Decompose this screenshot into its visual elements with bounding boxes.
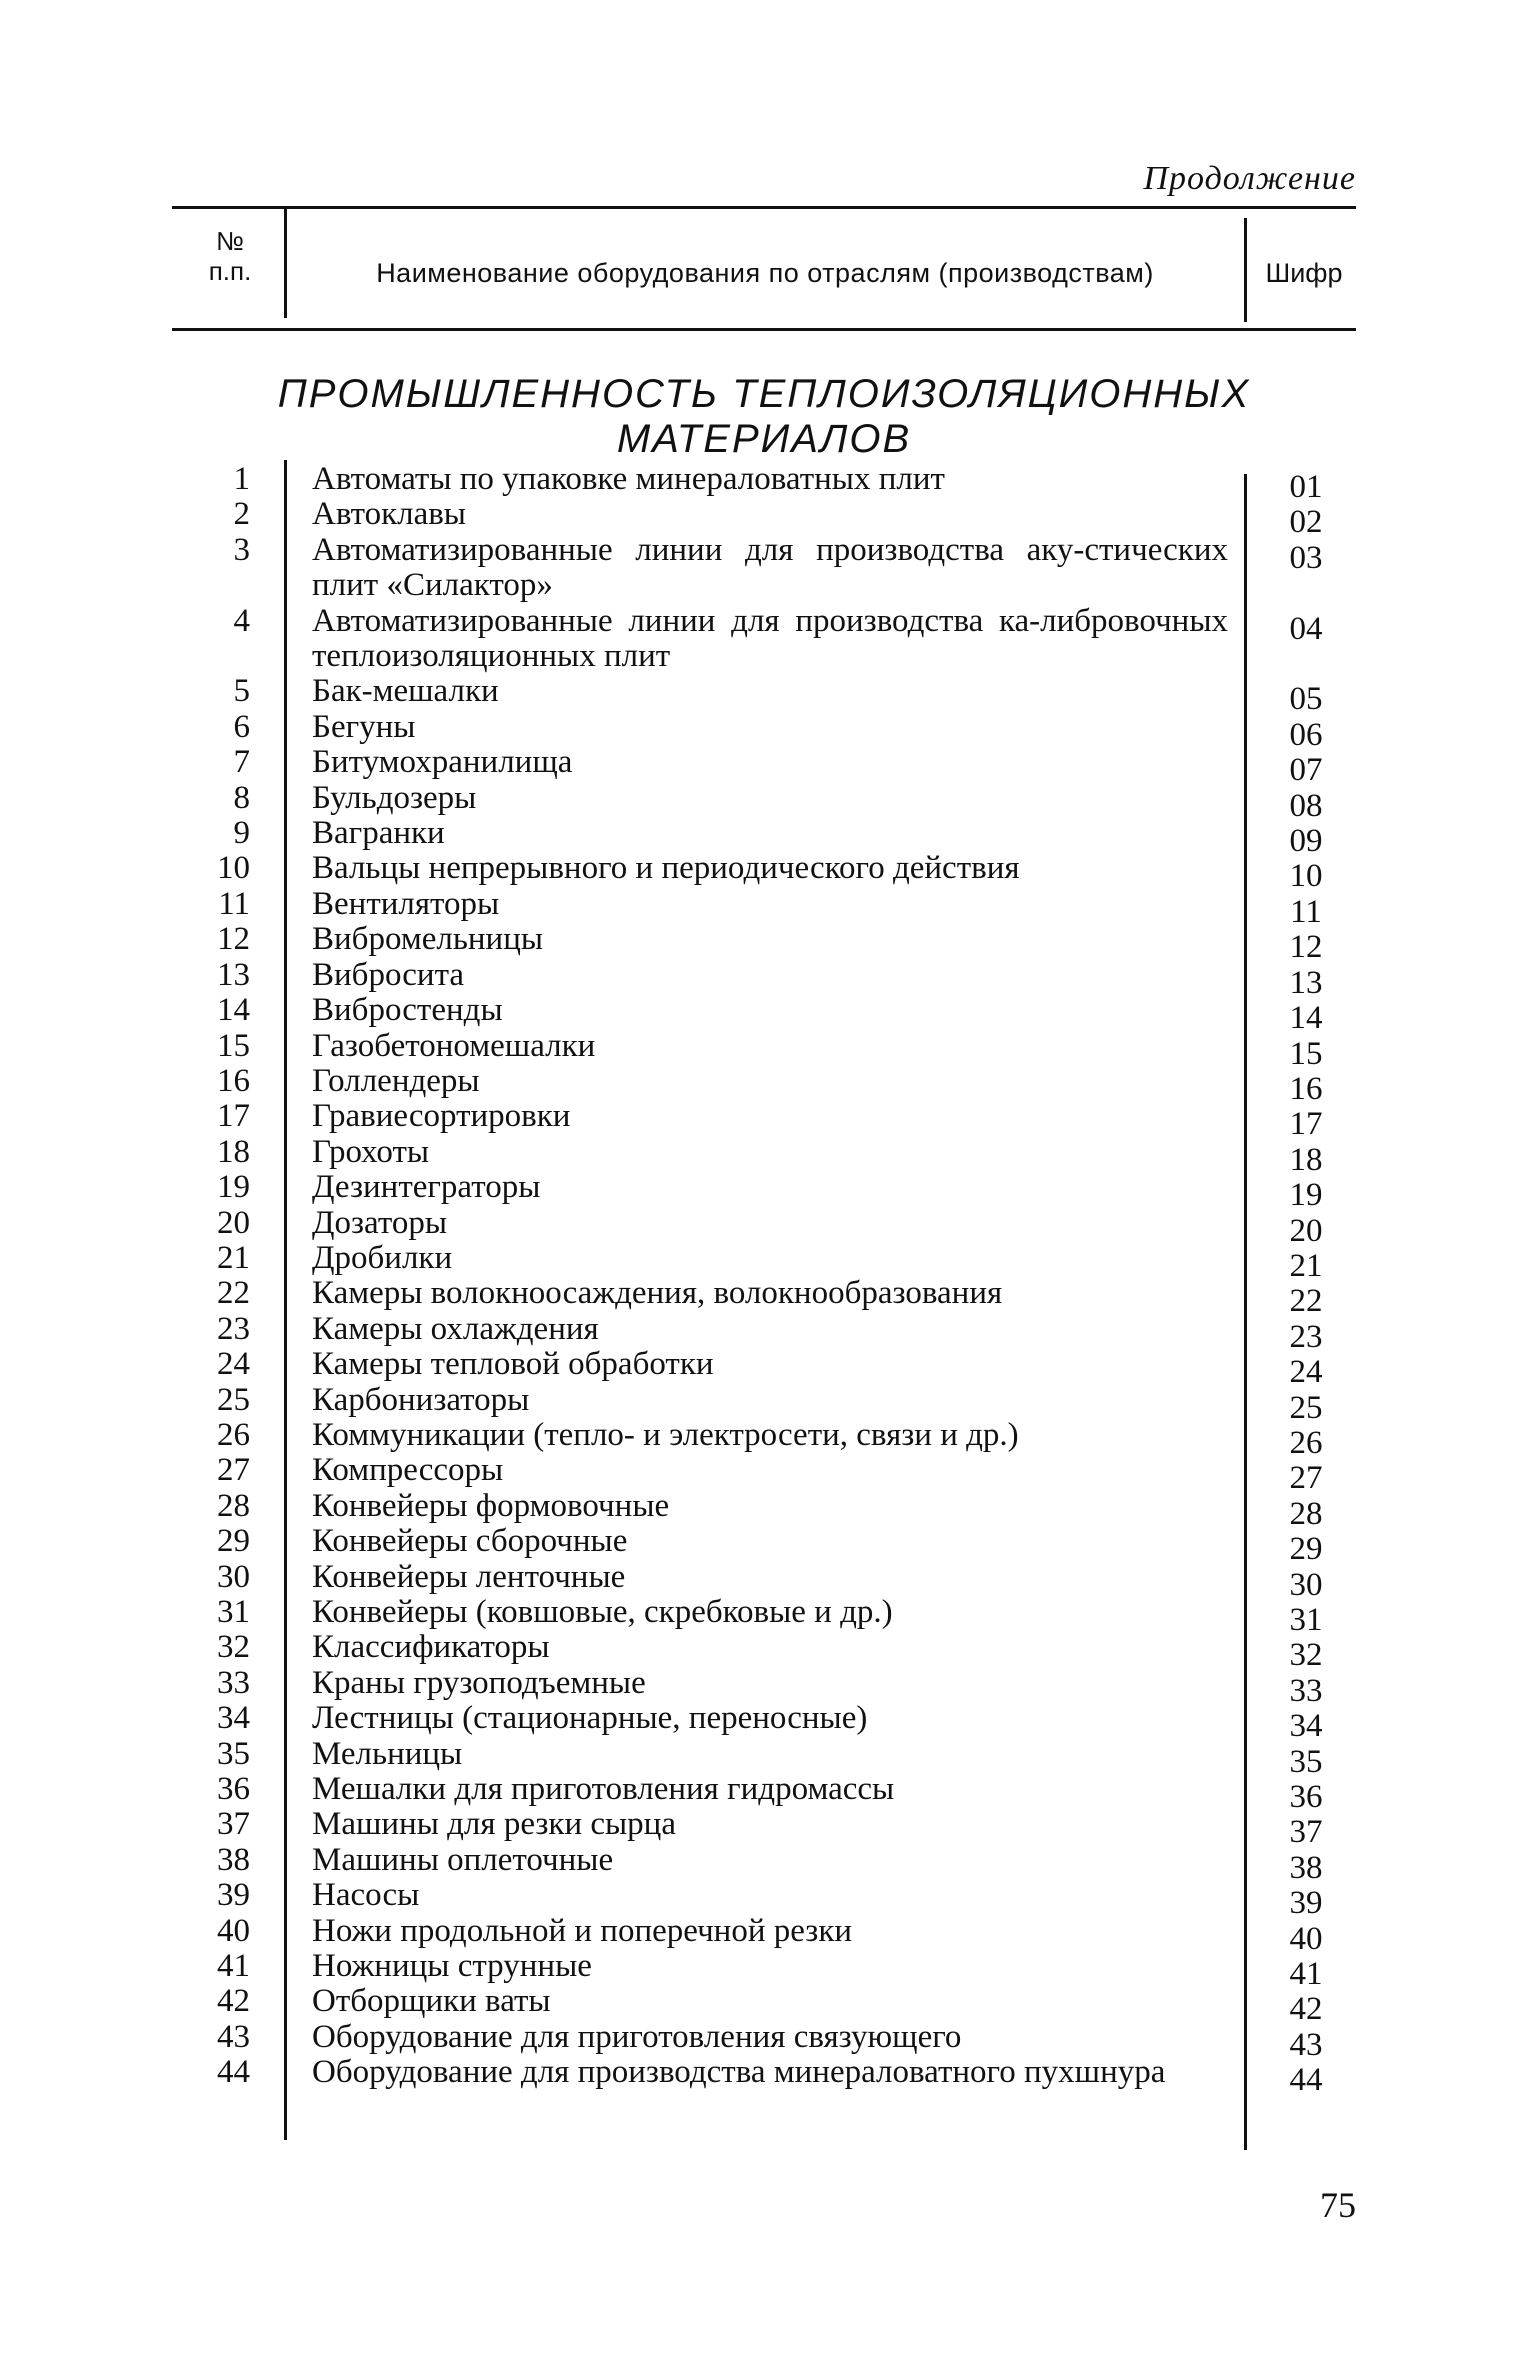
row-code: 25 xyxy=(1289,1389,1323,1426)
table-row xyxy=(172,1346,1372,1391)
row-number: 22 xyxy=(217,1275,250,1312)
row-equipment-name: Битумохранилища xyxy=(312,744,573,781)
row-number: 15 xyxy=(217,1027,250,1064)
section-title: ПРОМЫШЛЕННОСТЬ ТЕПЛОИЗОЛЯЦИОННЫХ МАТЕРИАЛОВ xyxy=(277,372,1251,461)
row-equipment-name: Машины для резки сырца xyxy=(312,1806,676,1843)
table-row xyxy=(172,850,1372,895)
row-equipment-name: Вибросита xyxy=(312,956,465,993)
header-column-divider-left xyxy=(284,206,287,318)
row-number: 37 xyxy=(217,1806,250,1843)
row-code: 29 xyxy=(1289,1531,1323,1568)
row-code: 33 xyxy=(1289,1672,1323,1709)
table-row xyxy=(172,1912,1372,1957)
row-equipment-name: Оборудование для приготовления связующего xyxy=(312,2018,962,2055)
row-equipment-name: Дезинтеграторы xyxy=(312,1169,541,1206)
table-row xyxy=(172,1452,1372,1497)
row-number: 43 xyxy=(217,2018,250,2055)
row-code: 10 xyxy=(1289,858,1323,895)
row-number: 13 xyxy=(217,956,250,993)
header-number-sign: № xyxy=(216,226,244,256)
row-equipment-name: Камеры тепловой обработки xyxy=(312,1346,714,1383)
row-code: 09 xyxy=(1289,823,1323,860)
row-code: 44 xyxy=(1289,2062,1323,2099)
row-code: 19 xyxy=(1289,1177,1323,1214)
row-code: 42 xyxy=(1289,1991,1323,2028)
table-row xyxy=(172,1169,1372,1214)
row-equipment-name: Автоматы по упаковке минераловатных плит xyxy=(312,461,945,497)
row-code: 39 xyxy=(1289,1885,1323,1922)
row-code: 43 xyxy=(1289,2026,1323,2063)
table-row xyxy=(172,1487,1372,1532)
row-equipment-name: Автоматизированные линии для производства аку-стических плит «Силактор» xyxy=(312,531,1228,604)
row-number: 38 xyxy=(217,1841,250,1878)
table-row xyxy=(172,1700,1372,1745)
row-equipment-name: Вибростенды xyxy=(312,992,503,1029)
row-code: 05 xyxy=(1289,681,1323,718)
row-number: 28 xyxy=(217,1487,250,1524)
row-code: 26 xyxy=(1289,1424,1323,1461)
row-code: 41 xyxy=(1289,1956,1323,1993)
row-number: 12 xyxy=(217,921,250,958)
row-equipment-name: Мешалки для приготовления гидромассы xyxy=(312,1771,895,1808)
row-code: 11 xyxy=(1290,893,1322,930)
table-row xyxy=(172,1771,1372,1816)
row-equipment-name: Лестницы (стационарные, переносные) xyxy=(312,1700,868,1737)
row-number: 17 xyxy=(217,1098,250,1135)
table-row xyxy=(172,1204,1372,1249)
row-code: 28 xyxy=(1289,1495,1323,1532)
row-number: 3 xyxy=(233,531,250,568)
row-equipment-name: Карбонизаторы xyxy=(312,1381,530,1418)
row-equipment-name: Компрессоры xyxy=(312,1452,504,1489)
row-number: 25 xyxy=(217,1381,250,1418)
table-row xyxy=(172,1027,1372,1072)
table-row xyxy=(172,496,1372,541)
row-code: 22 xyxy=(1289,1283,1323,1320)
table-row xyxy=(172,2018,1372,2063)
row-equipment-name: Конвейеры формовочные xyxy=(312,1487,670,1524)
table-row xyxy=(172,1629,1372,1674)
row-equipment-name: Мельницы xyxy=(312,1735,463,1772)
row-equipment-name: Автоматизированные линии для производства ка-либровочных теплоизоляционных плит xyxy=(312,602,1228,675)
row-number: 14 xyxy=(217,992,250,1029)
row-code: 02 xyxy=(1289,504,1323,541)
table-row xyxy=(172,956,1372,1001)
row-equipment-name: Дробилки xyxy=(312,1239,453,1276)
row-code: 07 xyxy=(1289,752,1323,789)
row-code: 31 xyxy=(1289,1602,1323,1638)
row-equipment-name: Вибромельницы xyxy=(312,921,544,958)
row-equipment-name: Камеры охлаждения xyxy=(312,1310,599,1347)
table-row xyxy=(172,1735,1372,1780)
table-row xyxy=(172,1239,1372,1284)
row-number: 44 xyxy=(217,2054,250,2091)
row-equipment-name: Краны грузоподъемные xyxy=(312,1664,646,1701)
row-number: 35 xyxy=(217,1735,250,1772)
row-number: 19 xyxy=(217,1169,250,1206)
row-code: 13 xyxy=(1289,964,1323,1001)
row-code: 23 xyxy=(1289,1318,1323,1355)
row-code: 20 xyxy=(1289,1212,1323,1249)
header-number-label xyxy=(180,226,280,286)
row-number: 20 xyxy=(217,1204,250,1241)
row-number: 27 xyxy=(217,1452,250,1489)
row-number: 8 xyxy=(233,779,250,816)
row-code: 06 xyxy=(1289,716,1323,753)
table-row xyxy=(172,1310,1372,1355)
row-equipment-name: Насосы xyxy=(312,1877,420,1914)
row-number: 1 xyxy=(233,461,250,497)
row-code: 36 xyxy=(1289,1779,1323,1816)
row-code: 24 xyxy=(1289,1354,1323,1391)
row-equipment-name: Ножницы струнные xyxy=(312,1948,592,1985)
row-number: 10 xyxy=(217,850,250,887)
row-code: 40 xyxy=(1289,1920,1323,1957)
table-row xyxy=(172,533,1372,604)
table-row xyxy=(172,1948,1372,1993)
row-equipment-name: Автоклавы xyxy=(312,496,466,533)
table-row xyxy=(172,1594,1372,1638)
row-code: 12 xyxy=(1289,929,1323,966)
row-code: 32 xyxy=(1289,1637,1323,1674)
table-row xyxy=(172,921,1372,966)
row-number: 41 xyxy=(217,1948,250,1985)
row-equipment-name: Классификаторы xyxy=(312,1629,550,1666)
row-equipment-name: Бегуны xyxy=(312,708,416,745)
table-row xyxy=(172,2054,1372,2099)
row-code: 38 xyxy=(1289,1849,1323,1886)
header-column-divider-right xyxy=(1244,218,1247,322)
table-row xyxy=(172,1062,1372,1107)
equipment-table xyxy=(172,461,1372,2099)
row-code: 01 xyxy=(1289,469,1323,505)
row-equipment-name: Оборудование для производства минераловатного пухшнура xyxy=(312,2054,1166,2091)
row-code: 21 xyxy=(1289,1247,1323,1284)
row-equipment-name: Ножи продольной и поперечной резки xyxy=(312,1912,853,1949)
row-number: 32 xyxy=(217,1629,250,1666)
header-bottom-rule xyxy=(172,328,1356,331)
row-code: 18 xyxy=(1289,1141,1323,1178)
table-row xyxy=(172,1983,1372,2028)
row-code: 27 xyxy=(1289,1460,1323,1497)
table-row xyxy=(172,1806,1372,1851)
page-number: 75 xyxy=(1320,2185,1356,2225)
row-number: 29 xyxy=(217,1523,250,1560)
table-row xyxy=(172,744,1372,789)
row-equipment-name: Дозаторы xyxy=(312,1204,447,1241)
table-row xyxy=(172,1098,1372,1143)
row-number: 18 xyxy=(217,1133,250,1170)
row-equipment-name: Конвейеры сборочные xyxy=(312,1523,628,1560)
row-number: 26 xyxy=(217,1416,250,1453)
table-row xyxy=(172,1381,1372,1426)
row-equipment-name: Голлендеры xyxy=(312,1062,480,1099)
row-equipment-name: Гравиесортировки xyxy=(312,1098,571,1135)
row-number: 30 xyxy=(217,1558,250,1595)
row-equipment-name: Вальцы непрерывного и периодического действия xyxy=(312,850,1020,887)
row-number: 6 xyxy=(233,708,250,745)
row-number: 16 xyxy=(217,1062,250,1099)
row-number: 11 xyxy=(218,885,250,922)
row-code: 30 xyxy=(1289,1566,1323,1603)
row-number: 4 xyxy=(233,602,250,639)
row-code: 04 xyxy=(1289,610,1323,647)
table-row xyxy=(172,992,1372,1037)
row-equipment-name: Конвейеры ленточные xyxy=(312,1558,626,1595)
row-equipment-name: Коммуникации (тепло- и электросети, связи и др.) xyxy=(312,1416,1019,1453)
row-equipment-name: Бак-мешалки xyxy=(312,673,499,710)
row-number: 42 xyxy=(217,1983,250,2020)
table-row xyxy=(172,1523,1372,1568)
table-row xyxy=(172,1416,1372,1461)
row-code: 16 xyxy=(1289,1070,1323,1107)
header-number-abbr: п.п. xyxy=(208,256,252,286)
table-row xyxy=(172,461,1372,505)
row-equipment-name: Бульдозеры xyxy=(312,779,477,816)
row-number: 40 xyxy=(217,1912,250,1949)
row-number: 23 xyxy=(217,1310,250,1347)
table-row xyxy=(172,673,1372,718)
header-top-rule xyxy=(172,206,1356,209)
table-row xyxy=(172,1841,1372,1886)
table-row xyxy=(172,1275,1372,1320)
continuation-label: Продолжение xyxy=(1143,160,1356,197)
table-row xyxy=(172,815,1372,860)
row-number: 5 xyxy=(233,673,250,710)
row-number: 34 xyxy=(217,1700,250,1737)
row-number: 31 xyxy=(217,1594,250,1630)
row-equipment-name: Грохоты xyxy=(312,1133,430,1170)
table-row xyxy=(172,885,1372,930)
row-equipment-name: Конвейеры (ковшовые, скребковые и др.) xyxy=(312,1594,893,1630)
row-equipment-name: Машины оплеточные xyxy=(312,1841,614,1878)
row-code: 03 xyxy=(1289,539,1323,576)
table-row xyxy=(172,1664,1372,1709)
row-equipment-name: Камеры волокноосаждения, волокнообразования xyxy=(312,1275,1003,1312)
header-code-label: Шифр xyxy=(1265,258,1343,288)
row-code: 37 xyxy=(1289,1814,1323,1851)
table-row xyxy=(172,1558,1372,1603)
row-number: 7 xyxy=(233,744,250,781)
table-row xyxy=(172,708,1372,753)
row-equipment-name: Вентиляторы xyxy=(312,885,500,922)
row-equipment-name: Отборщики ваты xyxy=(312,1983,551,2020)
table-row xyxy=(172,1877,1372,1922)
row-number: 21 xyxy=(217,1239,250,1276)
table-row xyxy=(172,1133,1372,1178)
row-number: 9 xyxy=(233,815,250,852)
row-code: 15 xyxy=(1289,1035,1323,1072)
table-row xyxy=(172,779,1372,824)
row-equipment-name: Вагранки xyxy=(312,815,445,852)
row-code: 17 xyxy=(1289,1106,1323,1143)
header-name-label: Наименование оборудования по отраслям (производствам) xyxy=(376,258,1154,288)
row-number: 36 xyxy=(217,1771,250,1808)
row-code: 08 xyxy=(1289,787,1323,824)
row-equipment-name: Газобетономешалки xyxy=(312,1027,596,1064)
row-number: 2 xyxy=(233,496,250,533)
row-code: 34 xyxy=(1289,1708,1323,1745)
row-number: 33 xyxy=(217,1664,250,1701)
table-row xyxy=(172,604,1372,675)
row-number: 24 xyxy=(217,1346,250,1383)
row-number: 39 xyxy=(217,1877,250,1914)
row-code: 35 xyxy=(1289,1743,1323,1780)
row-code: 14 xyxy=(1289,1000,1323,1037)
